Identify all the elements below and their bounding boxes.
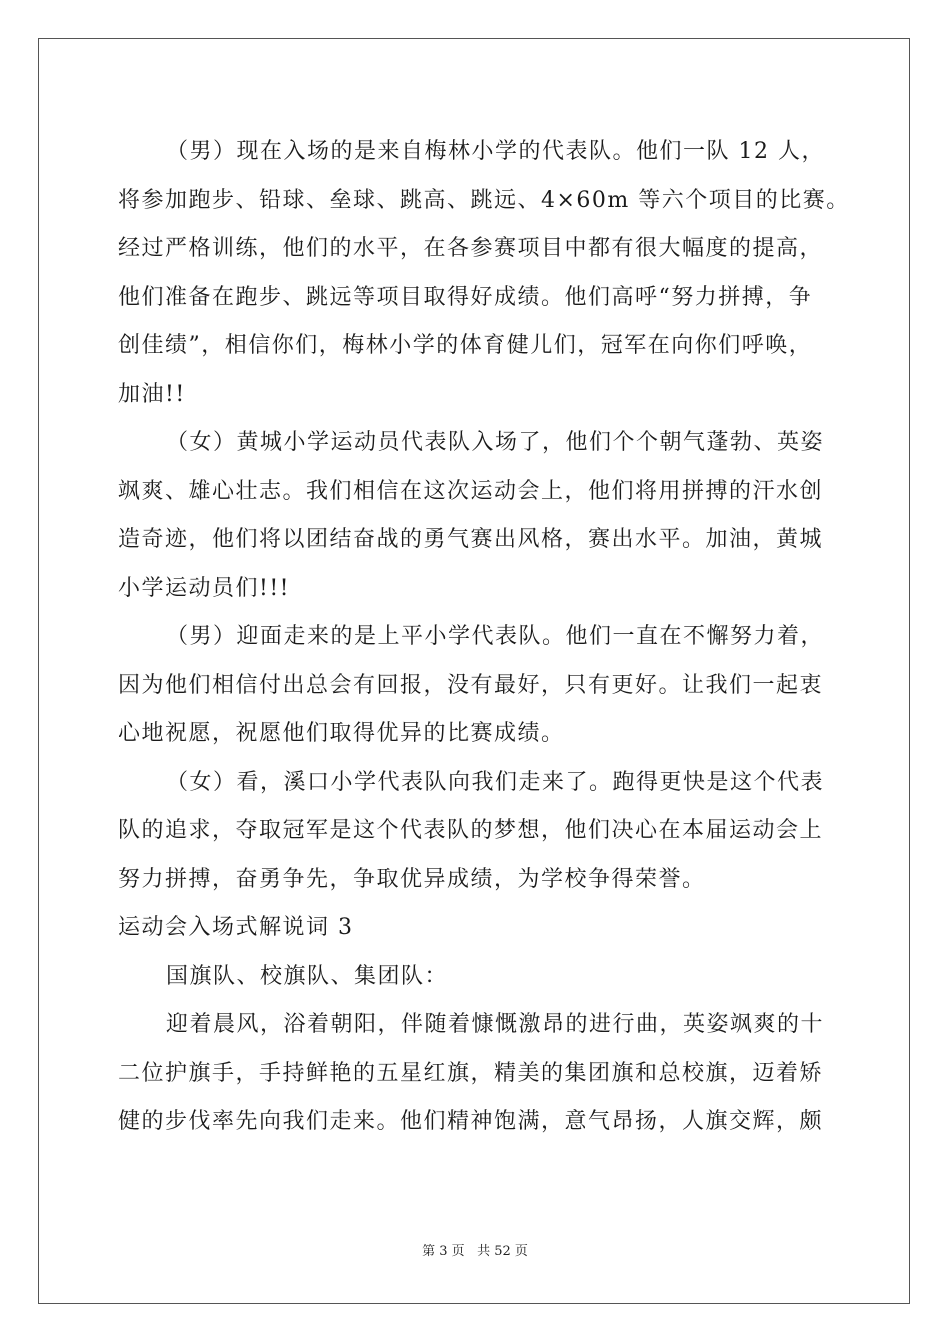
text-line: 经过严格训练，他们的水平，在各参赛项目中都有很大幅度的提高，	[118, 236, 824, 261]
text-line: 迎着晨风，浴着朝阳，伴随着慷慨激昂的进行曲，英姿飒爽的十	[166, 1012, 825, 1037]
text-line: （男）现在入场的是来自梅林小学的代表队。他们一队 12 人，	[166, 139, 825, 164]
text-line: 造奇迹，他们将以团结奋战的勇气赛出风格，赛出水平。加油，黄城	[118, 527, 824, 552]
text-line: 加油!!	[118, 381, 186, 407]
text-line: 心地祝愿，祝愿他们取得优异的比赛成绩。	[118, 721, 565, 746]
text-line: 队的追求，夺取冠军是这个代表队的梦想，他们决心在本届运动会上	[118, 818, 824, 843]
text-line: 国旗队、校旗队、集团队：	[166, 963, 449, 989]
text-line: （男）迎面走来的是上平小学代表队。他们一直在不懈努力着，	[166, 624, 825, 649]
text-line: 小学运动员们!!!	[118, 575, 291, 601]
text-line: 二位护旗手，手持鲜艳的五星红旗，精美的集团旗和总校旗，迈着矫	[118, 1060, 824, 1086]
text-line: 因为他们相信付出总会有回报，没有最好，只有更好。让我们一起衷	[118, 672, 824, 698]
page-footer	[0, 1240, 950, 1259]
text-line: 将参加跑步、铅球、垒球、跳高、跳远、4×60m 等六个项目的比赛。	[118, 187, 850, 213]
text-line: 飒爽、雄心壮志。我们相信在这次运动会上，他们将用拼搏的汗水创	[118, 478, 824, 504]
page-number: 第 3 页	[422, 1244, 465, 1259]
text-line: 他们准备在跑步、跳远等项目取得好成绩。他们高呼“努力拼搏，争	[118, 284, 813, 310]
text-line: 健的步伐率先向我们走来。他们精神饱满，意气昂扬，人旗交辉，颇	[118, 1109, 824, 1134]
text-line: 努力拼搏，奋勇争先，争取优异成绩，为学校争得荣誉。	[118, 866, 706, 892]
text-line: （女）黄城小学运动员代表队入场了，他们个个朝气蓬勃、英姿	[166, 430, 825, 455]
page-total: 共 52 页	[477, 1244, 528, 1259]
document-body	[118, 128, 850, 1147]
text-line: （女）看，溪口小学代表队向我们走来了。跑得更快是这个代表	[166, 769, 825, 795]
section-heading: 运动会入场式解说词 3	[118, 915, 354, 940]
text-line: 创佳绩”，相信你们，梅林小学的体育健儿们，冠军在向你们呼唤，	[118, 333, 813, 358]
